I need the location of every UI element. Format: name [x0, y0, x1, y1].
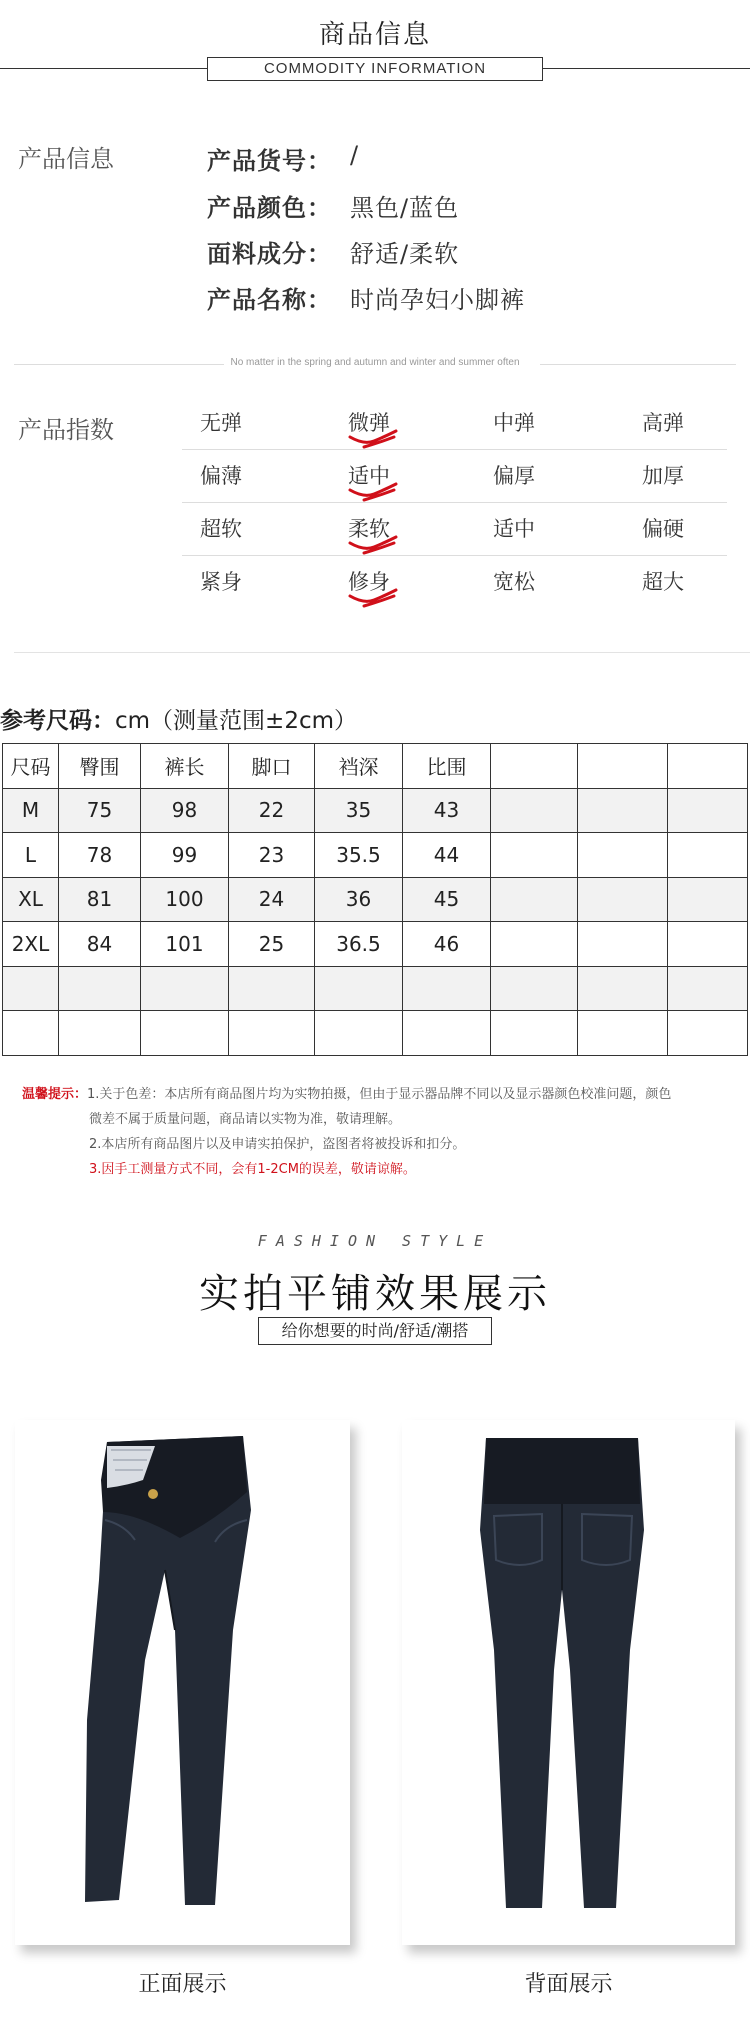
size-table-row: [3, 1011, 748, 1056]
size-table-cell: 裤长: [141, 744, 229, 789]
size-table-cell: [668, 877, 748, 922]
size-table-cell: [668, 1011, 748, 1056]
size-table-cell: 43: [403, 788, 491, 833]
size-table-cell: [578, 922, 668, 967]
size-table-cell: 裆深: [315, 744, 403, 789]
index-option: 偏厚: [493, 464, 535, 488]
size-table-cell: [491, 966, 578, 1011]
size-table-cell: [59, 1011, 141, 1056]
fashion-eyebrow: FASHION STYLE: [257, 1232, 493, 1250]
size-table-cell: [578, 788, 668, 833]
size-table-cell: [315, 1011, 403, 1056]
note-text-1b: 微差不属于质量问题，商品请以实物为准，敬请理解。: [89, 1112, 402, 1127]
size-table-cell: [668, 744, 748, 789]
size-chart-title-bold: 参考尺码：: [0, 708, 115, 734]
size-table-cell: [491, 833, 578, 878]
size-table-cell: [491, 1011, 578, 1056]
selected-mark: [344, 535, 404, 557]
index-option: 偏硬: [642, 517, 684, 541]
info-key-name: 产品名称：: [207, 286, 332, 314]
fashion-title: 实拍平铺效果展示: [199, 1271, 551, 1317]
index-option: 无弹: [200, 411, 242, 435]
size-table-row: [3, 877, 748, 922]
size-table-cell: 99: [141, 833, 229, 878]
size-table-cell: [668, 788, 748, 833]
product-info-label: 产品信息: [18, 145, 114, 173]
size-table-cell: [3, 1011, 59, 1056]
size-table-cell: [578, 1011, 668, 1056]
size-table-cell: 78: [59, 833, 141, 878]
size-table-cell: [578, 744, 668, 789]
size-table-cell: 23: [229, 833, 315, 878]
size-table-cell: [491, 788, 578, 833]
selected-mark: [344, 429, 404, 451]
note-text-1a: 1.关于色差：本店所有商品图片均为实物拍摄，但由于显示器品牌不同以及显示器颜色校准问题，颜色: [87, 1087, 672, 1102]
info-value-name: 时尚孕妇小脚裤: [350, 286, 525, 314]
size-table-cell: 101: [141, 922, 229, 967]
size-table-cell: 75: [59, 788, 141, 833]
size-table-cell: L: [3, 833, 59, 878]
front-image-card: [15, 1420, 350, 1945]
page-title: 商品信息: [318, 20, 431, 50]
info-value-fabric: 舒适/柔软: [350, 240, 460, 268]
size-table-row: [3, 833, 748, 878]
front-jeans-illustration: [15, 1420, 350, 1945]
size-table-cell: [668, 833, 748, 878]
info-value-color: 黑色/蓝色: [350, 194, 460, 222]
size-table-cell: 44: [403, 833, 491, 878]
index-option: 偏薄: [200, 464, 242, 488]
size-table-cell: [668, 966, 748, 1011]
header-rule-right: [543, 68, 750, 69]
header-subtitle: COMMODITY INFORMATION: [207, 57, 543, 81]
size-table-cell: 36.5: [315, 922, 403, 967]
size-table-cell: 36: [315, 877, 403, 922]
size-table: [2, 743, 748, 1056]
index-option: 适中: [348, 464, 390, 488]
size-table-cell: 84: [59, 922, 141, 967]
info-key-sku: 产品货号：: [207, 147, 332, 175]
size-chart-title-unit: cm（测量范围±2cm）: [115, 708, 358, 734]
size-table-cell: [59, 966, 141, 1011]
size-table-cell: [578, 966, 668, 1011]
info-key-color: 产品颜色：: [207, 194, 332, 222]
index-option: 高弹: [642, 411, 684, 435]
size-table-cell: 35.5: [315, 833, 403, 878]
size-table-cell: XL: [3, 877, 59, 922]
size-table-cell: 臀围: [59, 744, 141, 789]
index-option: 宽松: [493, 570, 535, 594]
size-table-cell: 46: [403, 922, 491, 967]
front-caption: 正面展示: [138, 1972, 227, 1997]
index-option: 紧身: [200, 570, 242, 594]
size-table-cell: 98: [141, 788, 229, 833]
size-table-cell: [229, 1011, 315, 1056]
size-table-cell: 35: [315, 788, 403, 833]
product-index-label: 产品指数: [18, 416, 114, 444]
size-table-cell: [578, 833, 668, 878]
size-table-cell: [491, 877, 578, 922]
index-option: 中弹: [493, 411, 535, 435]
size-chart-title: [0, 702, 357, 735]
size-table-cell: 25: [229, 922, 315, 967]
size-table-cell: [315, 966, 403, 1011]
size-table-cell: [668, 922, 748, 967]
index-option: 适中: [493, 517, 535, 541]
size-table-cell: [3, 966, 59, 1011]
index-option: 超软: [200, 517, 242, 541]
size-table-row: [3, 922, 748, 967]
size-table-cell: 尺码: [3, 744, 59, 789]
size-table-cell: [578, 877, 668, 922]
fashion-tagline: 给你想要的时尚/舒适/潮搭: [258, 1317, 492, 1345]
index-option: 修身: [348, 570, 390, 594]
selected-mark: [344, 588, 404, 610]
index-row-divider: [182, 555, 727, 556]
note-label: 温馨提示：: [22, 1087, 88, 1102]
note-text-3: 3.因手工测量方式不同，会有1-2CM的误差，敬请谅解。: [89, 1162, 416, 1177]
size-table-cell: [141, 1011, 229, 1056]
header-rule-left: [0, 68, 207, 69]
size-table-cell: [491, 922, 578, 967]
size-table-cell: 45: [403, 877, 491, 922]
size-table-cell: [229, 966, 315, 1011]
index-option: 微弹: [348, 411, 390, 435]
index-option: 加厚: [642, 464, 684, 488]
index-option: 超大: [642, 570, 684, 594]
size-table-header: [3, 744, 748, 789]
size-table-cell: [141, 966, 229, 1011]
size-table-cell: 脚口: [229, 744, 315, 789]
info-value-sku: /: [350, 141, 360, 169]
size-table-cell: 81: [59, 877, 141, 922]
back-image-card: [402, 1420, 735, 1945]
size-table-cell: 比围: [403, 744, 491, 789]
size-table-cell: M: [3, 788, 59, 833]
info-key-fabric: 面料成分：: [207, 240, 332, 268]
size-table-cell: [403, 1011, 491, 1056]
size-table-row: [3, 966, 748, 1011]
selected-mark: [344, 482, 404, 504]
size-table-cell: 22: [229, 788, 315, 833]
size-table-row: [3, 788, 748, 833]
season-tagline: No matter in the spring and autumn and winter and summer often: [230, 357, 520, 368]
back-caption: 背面展示: [524, 1972, 613, 1997]
size-table-cell: [403, 966, 491, 1011]
note-text-2: 2.本店所有商品图片以及申请实拍保护，盗图者将被投诉和扣分。: [89, 1137, 466, 1152]
index-row-divider: [182, 502, 727, 503]
size-table-cell: [491, 744, 578, 789]
back-jeans-illustration: [402, 1420, 735, 1945]
size-table-cell: 100: [141, 877, 229, 922]
size-table-cell: 24: [229, 877, 315, 922]
section-separator: [14, 652, 750, 653]
index-row-divider: [182, 449, 727, 450]
size-table-cell: 2XL: [3, 922, 59, 967]
note-line-1: [22, 1083, 671, 1102]
index-option: 柔软: [348, 517, 390, 541]
